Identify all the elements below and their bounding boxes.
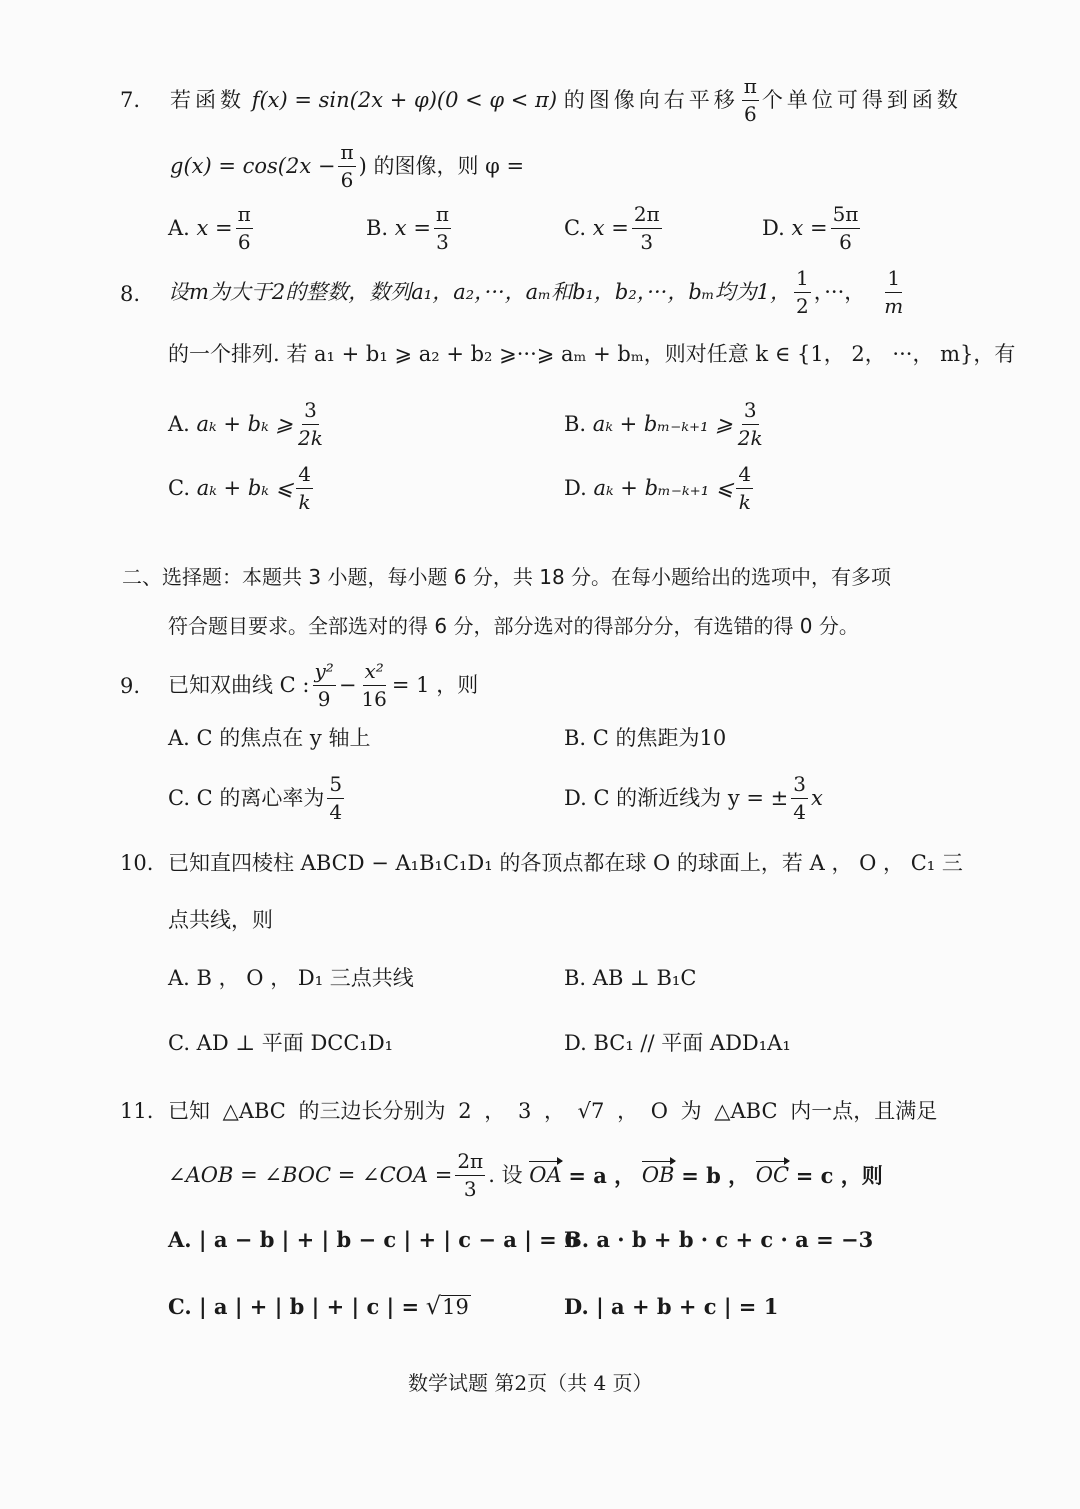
q11-option-c: C. | a | + | b | + | c | = √ 19 xyxy=(168,1292,469,1320)
question-11-line2: ∠AOB = ∠BOC = ∠COA = $\frac{2\pi}{3}$ . 设 OA = a ， OB = b ， OC = c ，则 xyxy=(168,1148,883,1201)
q9-option-c: C. C 的离心率为 $\frac{5}{4}$ xyxy=(168,771,343,824)
section-2-heading-line1: 二、选择题：本题共 3 小题，每小题 6 分，共 18 分。在每小题给出的选项中，有多项 xyxy=(122,565,892,589)
q11-option-d: D. | a + b + c | = 1 xyxy=(564,1294,779,1319)
question-7-stem-line1 xyxy=(170,72,962,128)
q11-angle-fraction: $\frac{2\pi}{3}$ xyxy=(457,1148,484,1201)
q9-stem-post: = 1 ，则 xyxy=(391,672,479,697)
q11-option-b: B. a · b + b · c + c · a = −3 xyxy=(564,1227,874,1252)
q8-option-d: D. aₖ + bₘ₋ₖ₊₁ ⩽ $\frac{4}{k}$ xyxy=(564,461,752,514)
q8-mid: ，···， xyxy=(813,279,866,304)
q9-stem-pre: 已知双曲线 C : xyxy=(168,672,310,697)
vector-oa: OA xyxy=(529,1162,562,1187)
question-7-stem-line2 xyxy=(170,138,524,194)
q7-g-fraction: $\frac{\pi}{6}$ xyxy=(340,139,354,192)
q9-option-a: A. C 的焦点在 y 轴上 xyxy=(168,726,371,750)
page-footer: 数学试题 第2页（共 4 页） xyxy=(408,1371,653,1395)
q8-fraction-half: $\frac{1}{2}$ xyxy=(796,265,809,318)
question-7-number: 7. xyxy=(120,88,141,112)
q10-option-c: C. AD ⊥ 平面 DCC₁D₁ xyxy=(168,1031,394,1055)
question-9-stem: 已知双曲线 C : $\frac{\text{y²}}{9}$ − $\frac{\text{x²}}{16}$ = 1 ，则 xyxy=(168,658,479,711)
question-10-number: 10. xyxy=(120,851,154,875)
q8-line1-text: 设m为大于2的整数，数列a₁，a₂，···，aₘ和b₁，b₂，···，bₘ均为1， xyxy=(168,279,792,304)
q7-option-c: C. x = $\frac{2\pi}{3}$ xyxy=(564,201,660,254)
question-10-line2: 点共线，则 xyxy=(168,908,273,932)
q7-option-a: A. x = $\frac{\pi}{6}$ xyxy=(168,201,251,254)
q7-stem-a: 若函数 xyxy=(170,87,245,112)
question-11-line1: 已知 △ABC 的三边长分别为 2 ， 3 ， √7 ， O 为 △ABC 内一点，且满足 xyxy=(168,1099,938,1123)
q7-stem-c: 个单位可得到函数 xyxy=(761,87,962,112)
q7-function: f(x) = sin(2x + φ)(0 < φ < π) xyxy=(251,87,558,112)
q10-option-a: A. B ， O ， D₁ 三点共线 xyxy=(168,966,414,990)
q8-fraction-1-over-m: $\frac{1}{m}$ xyxy=(884,265,904,318)
question-10-line1: 已知直四棱柱 ABCD − A₁B₁C₁D₁ 的各顶点都在球 O 的球面上，若 A ， O ， C₁ 三 xyxy=(168,851,963,875)
q9-option-b: B. C 的焦距为10 xyxy=(564,726,727,750)
q7-option-b: B. x = $\frac{\pi}{3}$ xyxy=(366,201,450,254)
q7-g-post: ) 的图像，则 φ = xyxy=(358,153,525,178)
q11-angles: ∠AOB = ∠BOC = ∠COA = xyxy=(168,1162,453,1187)
vector-ob: OB xyxy=(641,1162,675,1187)
q7-option-d: D. x = $\frac{5\pi}{6}$ xyxy=(762,201,859,254)
q8-option-c: C. aₖ + bₖ ⩽ $\frac{4}{k}$ xyxy=(168,461,311,514)
section-2-heading-line2: 符合题目要求。全部选对的得 6 分，部分选对的得部分分，有选错的得 0 分。 xyxy=(168,614,859,638)
q7-g-function: g(x) = cos(2x − xyxy=(170,153,336,178)
q7-stem-b: 的图像向右平移 xyxy=(563,87,739,112)
question-8-line2: 的一个排列. 若 a₁ + b₁ ⩾ a₂ + b₂ ⩾···⩾ aₘ + bₘ，则对任意 k ∈ {1， 2， ···， m}，有 xyxy=(168,342,1016,366)
q11-option-a: A. | a − b | + | b − c | + | c − a | = 6 xyxy=(168,1227,579,1252)
q7-shift-fraction: $\frac{\pi}{6}$ xyxy=(743,73,757,126)
vector-oc: OC xyxy=(755,1162,790,1187)
question-8-number: 8. xyxy=(120,282,141,306)
q10-option-b: B. AB ⊥ B₁C xyxy=(564,966,697,990)
q8-option-a: A. aₖ + bₖ ⩾ $\frac{3}{2k}$ xyxy=(168,397,323,450)
q11-sqrt-19: 19 xyxy=(442,1294,469,1319)
q9-fraction-y: $\frac{\text{y²}}{9}$ xyxy=(314,658,334,711)
q9-option-d: D. C 的渐近线为 y = ± $\frac{3}{4}$ x xyxy=(564,771,823,824)
question-8-line1 xyxy=(168,264,908,320)
q9-fraction-x: $\frac{\text{x²}}{16}$ xyxy=(361,658,387,711)
question-11-number: 11. xyxy=(120,1099,154,1123)
question-9-number: 9. xyxy=(120,674,141,698)
q8-option-b: B. aₖ + bₘ₋ₖ₊₁ ⩾ $\frac{3}{2k}$ xyxy=(564,397,763,450)
q10-option-d: D. BC₁ // 平面 ADD₁A₁ xyxy=(564,1031,791,1055)
